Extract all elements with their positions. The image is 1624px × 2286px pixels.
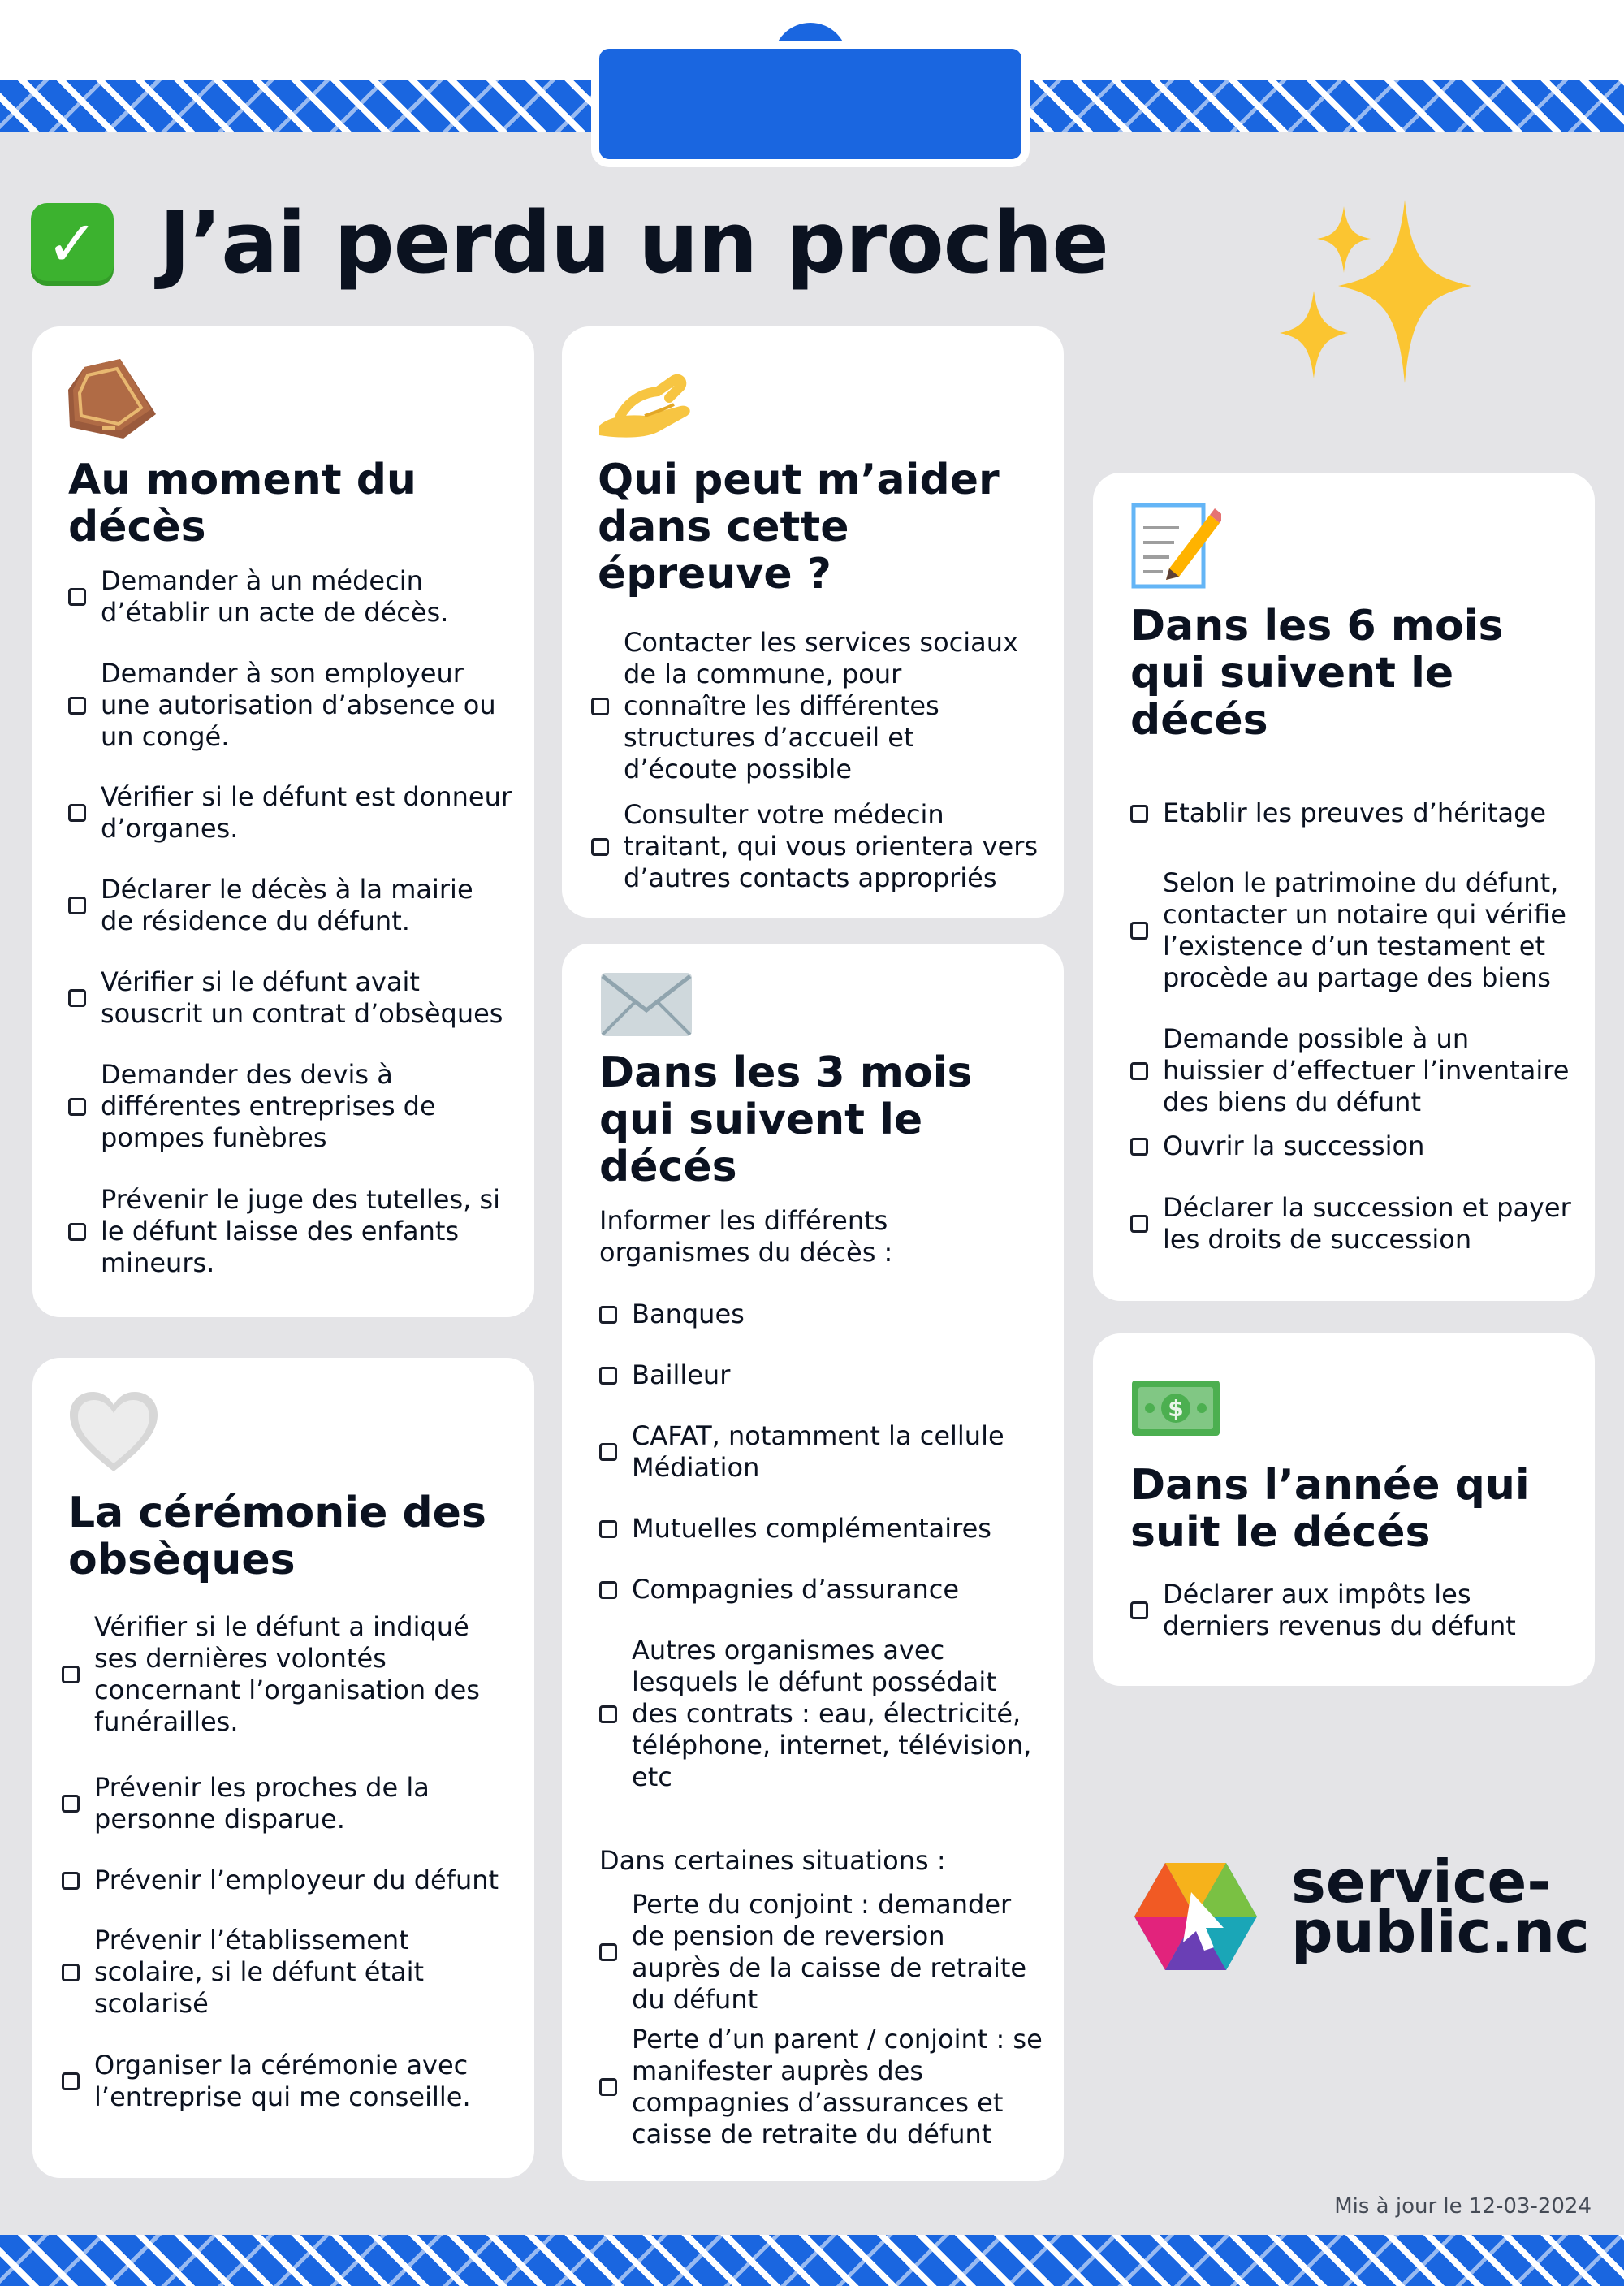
checkbox[interactable] [591,838,609,856]
checkbox[interactable] [68,1223,86,1241]
checklist-item[interactable]: Demander à son employeur une autorisation d’absence ou un congé. [68,658,496,753]
checklist-item[interactable]: Déclarer aux impôts les derniers revenus du défunt [1130,1579,1516,1642]
card-heading: Dans les 6 mois qui suivent le décés [1130,602,1504,745]
page-title: J’ai perdu un proche [159,193,1108,292]
checklist-item[interactable]: Vérifier si le défunt a indiqué ses dernières volontés concernant l’organisation des funérailles. [62,1611,480,1738]
card-ceremonie-des-obseques [32,1358,534,2178]
intro-text: Dans certaines situations : [599,1845,946,1876]
checkbox[interactable] [599,2078,617,2096]
card-heading: Au moment du décès [68,456,417,551]
checkbox[interactable] [68,697,86,715]
envelope-icon [599,971,693,1038]
checklist-item[interactable]: Etablir les preuves d’héritage [1130,797,1546,829]
white-heart-icon [68,1390,159,1473]
checklist-item[interactable]: Perte d’un parent / conjoint : se manifester auprès des compagnies d’assurances et caisse de retraite du défunt [599,2024,1043,2150]
checklist-item[interactable]: Mutuelles complémentaires [599,1513,991,1545]
svg-text:$: $ [1168,1395,1184,1422]
checklist-item[interactable]: Demander à un médecin d’établir un acte de décès. [68,565,448,629]
checkbox[interactable] [1130,1601,1148,1619]
card-heading: Qui peut m’aider dans cette épreuve ? [598,456,1000,599]
checkbox[interactable] [62,1872,80,1890]
checklist-item[interactable]: Selon le patrimoine du défunt, contacter un notaire qui vérifie l’existence d’un testament et procède au partage des biens [1130,867,1566,994]
checkbox[interactable] [68,588,86,606]
card-heading: Dans les 3 mois qui suivent le décés [599,1048,973,1191]
checklist-item[interactable]: Organiser la cérémonie avec l’entreprise qui me conseille. [62,2050,471,2113]
checkbox[interactable] [62,1964,80,1981]
intro-text: Informer les différents organismes du décès : [599,1205,893,1268]
checklist-item[interactable]: Prévenir les proches de la personne disparue. [62,1772,430,1835]
check-mark-icon: ✓ [31,203,114,286]
checklist-item[interactable]: Banques [599,1299,745,1330]
card-heading: La cérémonie des obsèques [68,1489,486,1584]
bottom-pattern-band [0,2235,1624,2286]
card-au-moment-du-deces [32,326,534,1317]
updated-date: Mis à jour le 12-03-2024 [1334,2194,1592,2219]
checklist-item[interactable]: Déclarer le décès à la mairie de résidence du défunt. [68,874,473,937]
checklist-item[interactable]: Bailleur [599,1359,730,1391]
card-dans-les-3-mois [562,944,1064,2181]
checkbox[interactable] [1130,1215,1148,1233]
checklist-item[interactable]: Consulter votre médecin traitant, qui vous orientera vers d’autres contacts appropriés [591,799,1038,894]
coffin-icon [67,357,158,442]
checkbox[interactable] [1130,1062,1148,1080]
checkbox[interactable] [1130,1138,1148,1156]
checkbox[interactable] [68,804,86,822]
sparkles-icon [1267,195,1478,390]
checklist-item[interactable]: Ouvrir la succession [1130,1130,1424,1162]
checkbox[interactable] [62,2072,80,2090]
checkbox[interactable] [68,989,86,1007]
checkbox[interactable] [599,1443,617,1461]
checklist-item[interactable]: Contacter les services sociaux de la commune, pour connaître les différentes structures d’accueil et d’écoute possible [591,627,1018,785]
logo-text: service- public.nc [1291,1847,1590,1966]
checkbox[interactable] [1130,805,1148,823]
checklist-item[interactable]: Compagnies d’assurance [599,1574,959,1605]
dollar-banknote-icon [1130,1379,1221,1437]
checklist-item[interactable]: Prévenir le juge des tutelles, si le défunt laisse des enfants mineurs. [68,1184,500,1279]
card-heading: Dans l’année qui suit le décés [1130,1461,1530,1557]
checklist-item[interactable]: Autres organismes avec lesquels le défunt possédait des contrats : eau, électricité, téléphone, internet, télévision, etc [599,1635,1031,1793]
checklist-item[interactable]: Prévenir l’employeur du défunt [62,1865,499,1896]
checklist-item[interactable]: Perte du conjoint : demander de pension de reversion auprès de la caisse de retraite du défunt [599,1889,1026,2016]
checkbox[interactable] [599,1367,617,1385]
card-dans-l-annee [1093,1333,1595,1686]
checklist-item[interactable]: CAFAT, notamment la cellule Médiation [599,1420,1004,1484]
card-dans-les-6-mois [1093,473,1595,1301]
checklist-item[interactable]: Vérifier si le défunt avait souscrit un contrat d’obsèques [68,966,503,1030]
checklist-item[interactable]: Demander des devis à différentes entreprises de pompes funèbres [68,1059,436,1154]
service-public-logo-icon [1133,1860,1259,1973]
checklist-item[interactable]: Prévenir l’établissement scolaire, si le défunt était scolarisé [62,1925,424,2020]
checkbox[interactable] [599,1943,617,1961]
checklist-item[interactable]: Vérifier si le défunt est donneur d’organes. [68,781,512,845]
checkbox[interactable] [599,1306,617,1324]
checkbox[interactable] [62,1666,80,1683]
checkbox[interactable] [599,1705,617,1723]
card-qui-peut-m-aider [562,326,1064,918]
checkbox[interactable] [68,897,86,914]
checklist-item[interactable]: Demande possible à un huissier d’effectuer l’inventaire des biens du défunt [1130,1023,1569,1118]
checkbox[interactable] [599,1581,617,1599]
memo-pencil-icon [1130,499,1221,590]
checklist-item[interactable]: Déclarer la succession et payer les droits de succession [1130,1192,1571,1255]
checkbox[interactable] [591,698,609,715]
checkbox[interactable] [599,1520,617,1538]
checkbox[interactable] [62,1795,80,1813]
checkbox[interactable] [1130,922,1148,940]
clipboard-clip [591,16,1030,156]
helping-hand-icon [596,369,695,439]
checkbox[interactable] [68,1098,86,1116]
